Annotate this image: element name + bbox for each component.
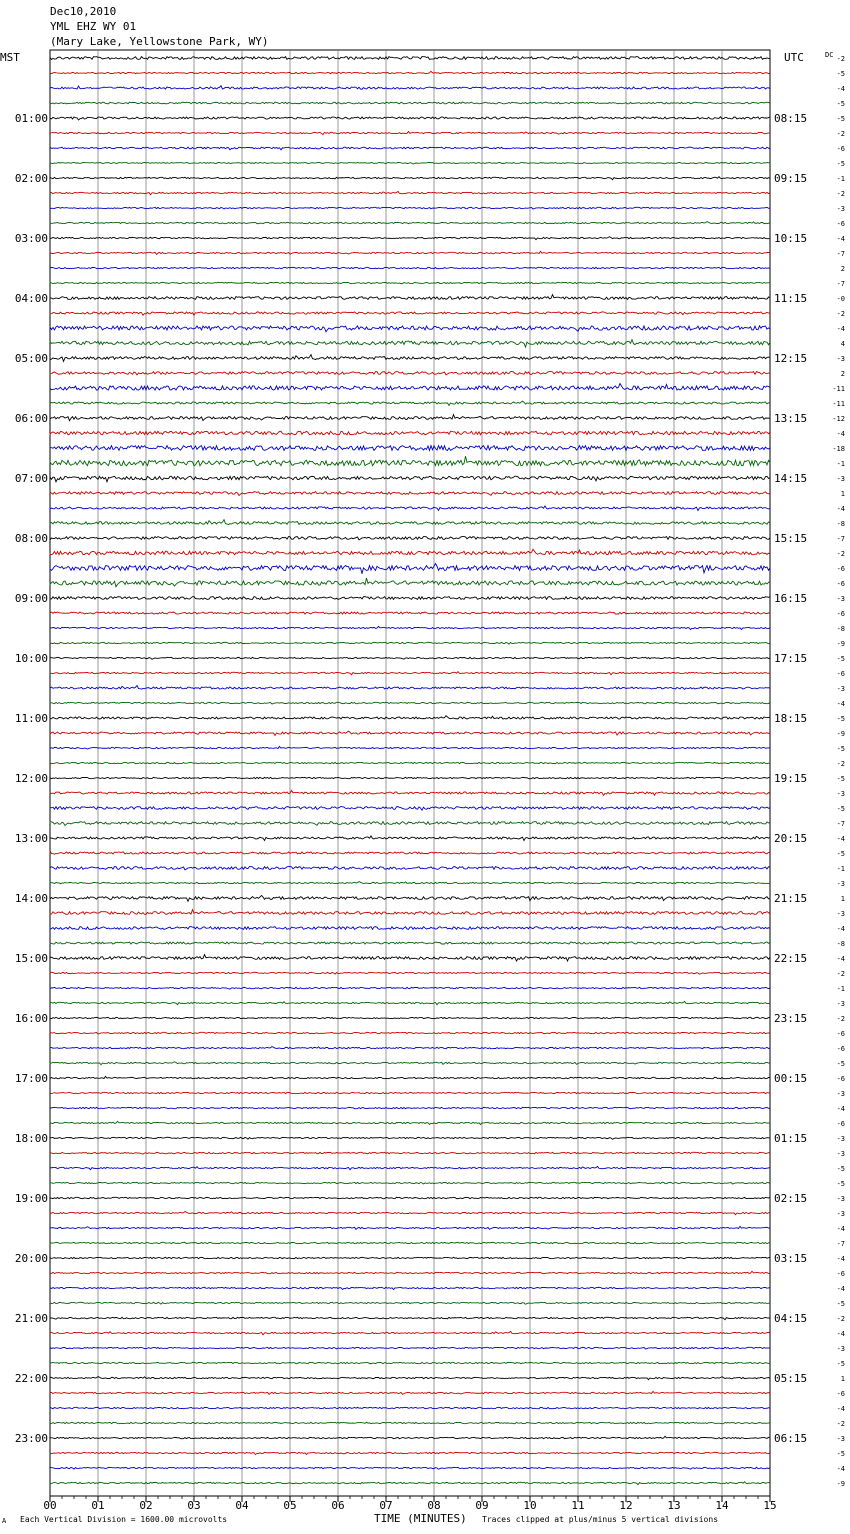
dc-offset-label: -3: [836, 1345, 845, 1353]
seismic-trace: [50, 1467, 770, 1469]
seismic-trace: [50, 1242, 770, 1243]
dc-offset-label: -2: [836, 1315, 845, 1323]
dc-offset-label: -8: [836, 625, 845, 633]
seismic-trace: [50, 191, 770, 194]
seismic-trace: [50, 57, 770, 60]
mst-hour-label: 13:00: [14, 832, 48, 845]
dc-offset-label: -6: [836, 145, 845, 153]
seismic-trace: [50, 672, 770, 675]
seismic-trace: [50, 295, 770, 300]
utc-axis-label: UTC: [784, 51, 804, 64]
seismic-trace: [50, 686, 770, 690]
dc-offset-label: -2: [836, 55, 845, 63]
seismic-trace: [50, 1407, 770, 1408]
dc-offset-label: -4: [836, 955, 845, 963]
seismic-trace: [50, 746, 770, 749]
dc-offset-label: -6: [836, 1390, 845, 1398]
seismic-trace: [50, 972, 770, 974]
dc-offset-label: -5: [836, 1165, 845, 1173]
dc-offset-label: -4: [836, 505, 845, 513]
mst-hour-label: 12:00: [14, 772, 48, 785]
mst-hour-label: 09:00: [14, 592, 48, 605]
mst-hour-label: 01:00: [14, 112, 48, 125]
seismic-trace: [50, 597, 770, 600]
mst-hour-label: 16:00: [14, 1012, 48, 1025]
x-tick-label: 15: [763, 1499, 777, 1512]
dc-offset-label: -4: [836, 1225, 845, 1233]
seismic-trace: [50, 777, 770, 778]
utc-hour-label: 15:15: [774, 532, 808, 545]
seismic-trace: [50, 537, 770, 540]
mst-hour-label: 02:00: [14, 172, 48, 185]
dc-offset-label: -4: [836, 1330, 845, 1338]
utc-hour-label: 02:15: [774, 1192, 808, 1205]
seismic-trace: [50, 492, 770, 496]
station-name: YML EHZ WY 01: [50, 20, 137, 33]
seismic-trace: [50, 955, 770, 961]
seismic-trace: [50, 384, 770, 391]
mst-hour-label: 23:00: [14, 1432, 48, 1445]
dc-offset-label: -1: [836, 460, 845, 468]
seismic-trace: [50, 401, 770, 405]
dc-header-label: DC: [825, 51, 834, 59]
dc-offset-label: -3: [836, 685, 845, 693]
seismic-trace: [50, 564, 770, 574]
mst-hour-label: 14:00: [14, 892, 48, 905]
dc-offset-label: -4: [836, 325, 845, 333]
seismic-trace: [50, 895, 770, 901]
dc-offset-label: -6: [836, 1075, 845, 1083]
dc-offset-label: -4: [836, 1405, 845, 1413]
utc-hour-label: 11:15: [774, 292, 808, 305]
dc-offset-label: -8: [836, 520, 845, 528]
utc-hour-label: 21:15: [774, 892, 808, 905]
mst-hour-label: 21:00: [14, 1312, 48, 1325]
mst-hour-label: 22:00: [14, 1372, 48, 1385]
dc-offset-label: -2: [836, 970, 845, 978]
mst-hour-label: 17:00: [14, 1072, 48, 1085]
utc-hour-label: 04:15: [774, 1312, 808, 1325]
utc-hour-label: 06:15: [774, 1432, 808, 1445]
x-tick-label: 07: [379, 1499, 393, 1512]
seismic-trace: [50, 1436, 770, 1438]
dc-offset-label: -5: [836, 115, 845, 123]
seismic-trace: [50, 456, 770, 466]
seismic-trace: [50, 702, 770, 704]
dc-offset-label: -2: [836, 130, 845, 138]
dc-offset-label: -5: [836, 1360, 845, 1368]
dc-offset-label: -1: [836, 985, 845, 993]
utc-hour-label: 14:15: [774, 472, 808, 485]
seismic-trace: [50, 910, 770, 915]
dc-offset-label: -5: [836, 100, 845, 108]
clip-note: Traces clipped at plus/minus 5 vertical divisions: [482, 1515, 719, 1524]
seismic-trace: [50, 415, 770, 421]
seismic-trace: [50, 927, 770, 930]
seismic-trace: [50, 987, 770, 989]
x-tick-label: 03: [187, 1499, 201, 1512]
seismic-trace: [50, 851, 770, 855]
seismic-trace: [50, 626, 770, 629]
dc-offset-label: -5: [836, 715, 845, 723]
dc-offset-label: -5: [836, 1060, 845, 1068]
seismic-trace: [50, 1331, 770, 1334]
seismic-trace: [50, 177, 770, 180]
dc-offset-label: -3: [836, 475, 845, 483]
x-tick-label: 00: [43, 1499, 57, 1512]
dc-offset-label: -5: [836, 1300, 845, 1308]
dc-offset-label: 1: [840, 895, 845, 903]
seismic-trace: [50, 1017, 770, 1019]
x-tick-label: 13: [667, 1499, 681, 1512]
dc-offset-label: -9: [836, 640, 845, 648]
seismic-trace: [50, 642, 770, 644]
seismic-trace: [50, 657, 770, 659]
mst-hour-label: 08:00: [14, 532, 48, 545]
dc-offset-label: -5: [836, 745, 845, 753]
dc-offset-label: -6: [836, 565, 845, 573]
seismic-trace: [50, 162, 770, 164]
seismic-trace: [50, 1197, 770, 1198]
seismic-trace: [50, 1166, 770, 1169]
seismic-trace: [50, 578, 770, 587]
dc-offset-label: -0: [836, 295, 845, 303]
seismic-trace: [50, 102, 770, 104]
seismic-trace: [50, 326, 770, 332]
seismic-trace: [50, 1092, 770, 1093]
dc-offset-label: -6: [836, 1120, 845, 1128]
dc-offset-label: -5: [836, 655, 845, 663]
utc-hour-label: 00:15: [774, 1072, 808, 1085]
mst-hour-label: 15:00: [14, 952, 48, 965]
seismic-trace: [50, 476, 770, 482]
utc-hour-label: 09:15: [774, 172, 808, 185]
dc-offset-label: -11: [832, 385, 845, 393]
dc-offset-label: -3: [836, 205, 845, 213]
utc-hour-label: 03:15: [774, 1252, 808, 1265]
seismic-trace: [50, 355, 770, 362]
seismic-trace: [50, 222, 770, 224]
dc-offset-label: -9: [836, 730, 845, 738]
seismic-trace: [50, 1047, 770, 1049]
seismic-trace: [50, 1137, 770, 1139]
dc-offset-label: -6: [836, 1045, 845, 1053]
dc-offset-label: -3: [836, 1090, 845, 1098]
dc-offset-label: -2: [836, 190, 845, 198]
utc-hour-label: 12:15: [774, 352, 808, 365]
seismic-trace: [50, 1391, 770, 1394]
seismic-trace: [50, 731, 770, 735]
mst-hour-label: 20:00: [14, 1252, 48, 1265]
seismic-trace: [50, 446, 770, 451]
dc-offset-label: -4: [836, 1465, 845, 1473]
dc-offset-label: -3: [836, 880, 845, 888]
chart-date: Dec10,2010: [50, 5, 117, 18]
utc-hour-label: 22:15: [774, 952, 808, 965]
seismic-trace: [50, 716, 770, 719]
dc-offset-label: -12: [832, 415, 845, 423]
seismic-trace: [50, 1032, 770, 1034]
dc-offset-label: -11: [832, 400, 845, 408]
dc-offset-label: -1: [836, 175, 845, 183]
mst-hour-label: 07:00: [14, 472, 48, 485]
utc-hour-label: 18:15: [774, 712, 808, 725]
dc-offset-label: -6: [836, 1270, 845, 1278]
x-tick-label: 08: [427, 1499, 441, 1512]
seismic-trace: [50, 237, 770, 240]
seismic-trace: [50, 1226, 770, 1229]
dc-offset-label: -3: [836, 790, 845, 798]
seismic-trace: [50, 207, 770, 209]
dc-offset-label: -9: [836, 1480, 845, 1488]
seismic-trace: [50, 836, 770, 841]
x-tick-label: 09: [475, 1499, 489, 1512]
mst-hour-label: 11:00: [14, 712, 48, 725]
dc-offset-label: 1: [840, 490, 845, 498]
dc-offset-label: -3: [836, 1135, 845, 1143]
seismic-trace: [50, 1271, 770, 1273]
x-tick-label: 14: [715, 1499, 729, 1512]
seismic-trace: [50, 867, 770, 870]
station-location: (Mary Lake, Yellowstone Park, WY): [50, 35, 269, 48]
dc-offset-label: -6: [836, 670, 845, 678]
x-tick-label: 06: [331, 1499, 345, 1512]
utc-hour-label: 16:15: [774, 592, 808, 605]
mst-hour-label: 05:00: [14, 352, 48, 365]
seismic-trace: [50, 1452, 770, 1454]
x-tick-label: 04: [235, 1499, 249, 1512]
dc-offset-label: -4: [836, 1255, 845, 1263]
dc-offset-label: -4: [836, 700, 845, 708]
seismic-trace: [50, 1377, 770, 1380]
seismic-trace: [50, 549, 770, 555]
dc-offset-label: -4: [836, 1285, 845, 1293]
dc-offset-label: -3: [836, 1210, 845, 1218]
x-tick-label: 11: [571, 1499, 585, 1512]
seismic-trace: [50, 86, 770, 90]
dc-offset-label: -4: [836, 430, 845, 438]
seismic-trace: [50, 431, 770, 434]
utc-hour-label: 17:15: [774, 652, 808, 665]
dc-offset-label: 2: [840, 265, 845, 273]
dc-offset-label: -7: [836, 820, 845, 828]
dc-offset-label: -7: [836, 1240, 845, 1248]
dc-offset-label: -2: [836, 1015, 845, 1023]
mst-hour-label: 18:00: [14, 1132, 48, 1145]
x-tick-label: 10: [523, 1499, 537, 1512]
utc-hour-label: 10:15: [774, 232, 808, 245]
dc-offset-label: -6: [836, 610, 845, 618]
seismic-trace: [50, 1001, 770, 1004]
seismic-trace: [50, 1482, 770, 1485]
seismic-trace: [50, 312, 770, 315]
mst-hour-label: 03:00: [14, 232, 48, 245]
dc-offset-label: 2: [840, 370, 845, 378]
dc-offset-label: -6: [836, 1030, 845, 1038]
seismic-trace: [50, 132, 770, 135]
seismic-trace: [50, 1152, 770, 1154]
seismic-trace: [50, 147, 770, 150]
seismic-trace: [50, 372, 770, 375]
mst-hour-label: 04:00: [14, 292, 48, 305]
seismic-trace: [50, 71, 770, 73]
mst-hour-label: 06:00: [14, 412, 48, 425]
dc-offset-label: -4: [836, 1105, 845, 1113]
seismic-trace: [50, 117, 770, 120]
dc-offset-label: -5: [836, 775, 845, 783]
utc-hour-label: 13:15: [774, 412, 808, 425]
dc-offset-label: -3: [836, 1435, 845, 1443]
plot-frame: [50, 50, 770, 1496]
seismic-trace: [50, 1121, 770, 1124]
dc-offset-label: -4: [836, 85, 845, 93]
dc-offset-label: -5: [836, 1180, 845, 1188]
dc-offset-label: -4: [836, 835, 845, 843]
x-tick-label: 01: [91, 1499, 105, 1512]
dc-offset-label: -2: [836, 550, 845, 558]
dc-offset-label: -2: [836, 310, 845, 318]
dc-offset-label: -6: [836, 220, 845, 228]
dc-offset-label: -3: [836, 1000, 845, 1008]
seismic-trace: [50, 1257, 770, 1258]
seismic-trace: [50, 1062, 770, 1065]
seismic-trace: [50, 1076, 770, 1078]
dc-offset-label: -5: [836, 1450, 845, 1458]
seismic-trace: [50, 882, 770, 884]
dc-offset-label: -3: [836, 595, 845, 603]
seismic-trace: [50, 1362, 770, 1363]
dc-offset-label: 4: [840, 340, 845, 348]
dc-offset-label: -2: [836, 1420, 845, 1428]
dc-offset-label: 1: [840, 1375, 845, 1383]
seismic-trace: [50, 790, 770, 795]
dc-offset-label: -4: [836, 925, 845, 933]
mst-axis-label: MST: [0, 51, 20, 64]
utc-hour-label: 08:15: [774, 112, 808, 125]
x-tick-label: 05: [283, 1499, 297, 1512]
footer-mark: A: [2, 1517, 7, 1525]
seismic-trace: [50, 506, 770, 511]
dc-offset-label: -7: [836, 535, 845, 543]
seismic-trace: [50, 251, 770, 254]
dc-offset-label: -4: [836, 235, 845, 243]
seismic-trace: [50, 520, 770, 525]
seismic-trace: [50, 1347, 770, 1349]
seismic-trace: [50, 762, 770, 763]
seismic-trace: [50, 1107, 770, 1108]
dc-offset-label: -5: [836, 805, 845, 813]
seismic-trace: [50, 822, 770, 826]
dc-offset-label: -1: [836, 865, 845, 873]
utc-hour-label: 20:15: [774, 832, 808, 845]
utc-hour-label: 01:15: [774, 1132, 808, 1145]
dc-offset-label: -3: [836, 910, 845, 918]
seismic-trace: [50, 612, 770, 614]
dc-offset-label: -8: [836, 940, 845, 948]
seismic-trace: [50, 1287, 770, 1289]
seismic-trace: [50, 282, 770, 283]
dc-offset-label: -6: [836, 580, 845, 588]
utc-hour-label: 19:15: [774, 772, 808, 785]
utc-hour-label: 05:15: [774, 1372, 808, 1385]
mst-hour-label: 19:00: [14, 1192, 48, 1205]
dc-offset-label: -3: [836, 1150, 845, 1158]
dc-offset-label: -3: [836, 355, 845, 363]
seismic-trace: [50, 267, 770, 268]
seismic-trace: [50, 1212, 770, 1215]
x-axis-label: TIME (MINUTES): [374, 1512, 467, 1525]
dc-offset-label: -2: [836, 760, 845, 768]
utc-hour-label: 23:15: [774, 1012, 808, 1025]
scale-note: Each Vertical Division = 1600.00 microvolts: [20, 1515, 228, 1524]
seismic-trace: [50, 1422, 770, 1423]
seismic-trace: [50, 806, 770, 810]
seismic-trace: [50, 340, 770, 348]
dc-offset-label: -5: [836, 160, 845, 168]
seismic-trace: [50, 942, 770, 944]
dc-offset-label: -5: [836, 850, 845, 858]
dc-offset-label: -7: [836, 280, 845, 288]
dc-offset-label: -5: [836, 70, 845, 78]
mst-hour-label: 10:00: [14, 652, 48, 665]
dc-offset-label: -7: [836, 250, 845, 258]
dc-offset-label: -18: [832, 445, 845, 453]
x-tick-label: 12: [619, 1499, 633, 1512]
seismic-trace: [50, 1182, 770, 1184]
x-tick-label: 02: [139, 1499, 153, 1512]
seismic-trace: [50, 1302, 770, 1304]
dc-offset-label: -3: [836, 1195, 845, 1203]
seismic-trace: [50, 1317, 770, 1319]
